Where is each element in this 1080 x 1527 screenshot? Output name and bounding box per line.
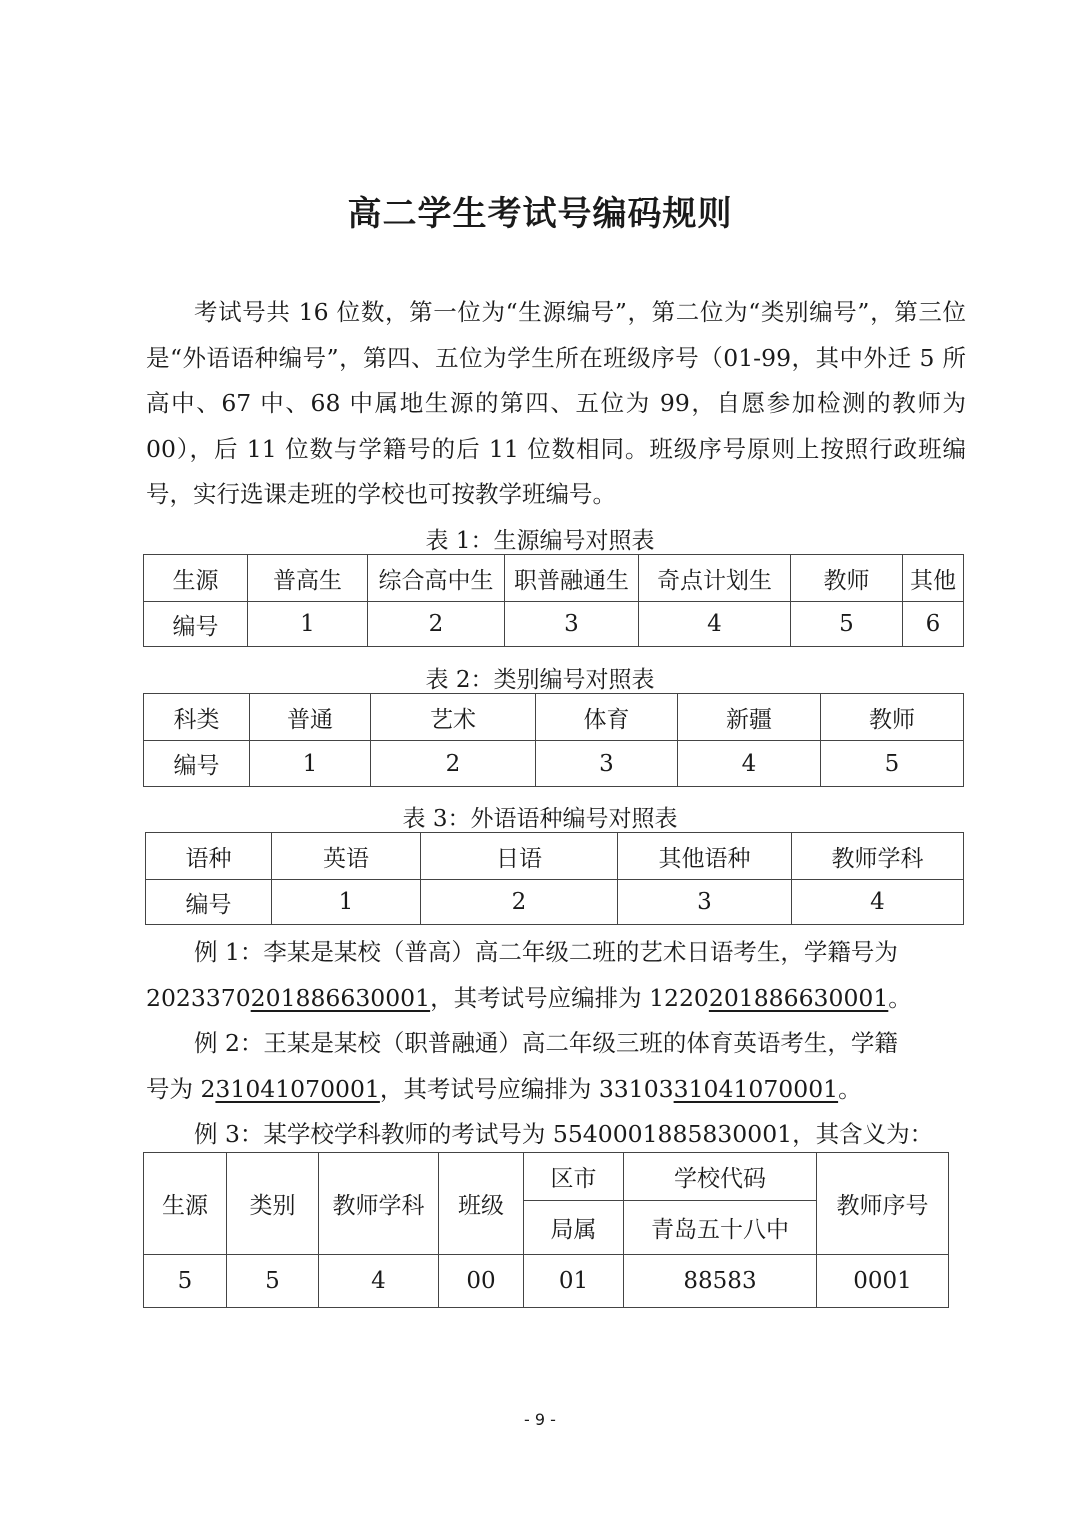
table2-cell: 1: [250, 741, 371, 787]
example-1-connector: ，其考试号应编排为 1220: [430, 983, 709, 1012]
table1-cell: 1: [248, 602, 368, 647]
table3-cell: 2: [421, 880, 618, 925]
example-3-line: 例 3：某学校学科教师的考试号为 5540001885830001，其含义为：: [194, 1120, 934, 1148]
example-2-end: 。: [838, 1074, 862, 1103]
table3-cell: 4: [792, 880, 964, 925]
table2-cell: 2: [371, 741, 536, 787]
example-1-line-2: [146, 976, 966, 1022]
table2-header-cell: 新疆: [678, 694, 821, 741]
table4-teacher-example: [143, 1152, 949, 1308]
table1-header-cell: 综合高中生: [368, 555, 505, 602]
table4-header-district-bottom: 局属: [524, 1201, 624, 1255]
table1-header-cell: 教师: [791, 555, 903, 602]
table2-header-row: [144, 694, 964, 741]
table4-cell: 5: [227, 1255, 319, 1308]
table3-header-cell: 日语: [421, 833, 618, 880]
table3-header-row: [146, 833, 964, 880]
table4-header-class: 班级: [439, 1153, 524, 1255]
table4-cell: 00: [439, 1255, 524, 1308]
table2-header-cell: 艺术: [371, 694, 536, 741]
page-title: 高二学生考试号编码规则: [347, 194, 733, 234]
table4-header-row-top: [144, 1153, 949, 1201]
table1-cell: 6: [903, 602, 964, 647]
table2-cell: 5: [821, 741, 964, 787]
table2-cell: 编号: [144, 741, 250, 787]
example-2-line-2: [146, 1067, 966, 1113]
table1-header-cell: 生源: [144, 555, 248, 602]
table1-cell: 编号: [144, 602, 248, 647]
page-number: - 9 -: [524, 1410, 556, 1429]
table4-header-subject: 教师学科: [319, 1153, 439, 1255]
table3-header-cell: 其他语种: [618, 833, 792, 880]
table4-header-school-bottom: 青岛五十八中: [624, 1201, 817, 1255]
intro-paragraph: [146, 290, 966, 518]
table3-header-cell: 英语: [272, 833, 421, 880]
example-2-connector: ，其考试号应编排为 33103: [379, 1074, 674, 1103]
table2-header-cell: 体育: [536, 694, 678, 741]
table2-cell: 4: [678, 741, 821, 787]
table3-value-row: [146, 880, 964, 925]
table4-header-seq: 教师序号: [817, 1153, 949, 1255]
table3-language-codes: [145, 832, 964, 925]
example-2-exam-id-suffix: 31041070001: [673, 1074, 839, 1103]
table4-header-category: 类别: [227, 1153, 319, 1255]
table3-cell: 1: [272, 880, 421, 925]
table1-header-cell: 职普融通生: [505, 555, 639, 602]
example-1-exam-id-suffix: 201886630001: [708, 983, 889, 1012]
table2-value-row: [144, 741, 964, 787]
table1-cell: 4: [639, 602, 791, 647]
example-2-student-id-prefix: 号为 2: [146, 1074, 216, 1103]
examples-section: [146, 930, 966, 1158]
table1-caption: 表 1：生源编号对照表: [425, 528, 655, 554]
example-1-line-1: 例 1：李某是某校（普高）高二年级二班的艺术日语考生，学籍号为: [194, 938, 898, 966]
table4-header-school-top: 学校代码: [624, 1153, 817, 1201]
intro-text: 考试号共 16 位数，第一位为“生源编号”，第二位为“类别编号”，第三位是“外语语种编号”，第四、五位为学生所在班级序号（01-99，其中外迁 5 所高中、67 中、68 中属地生源的第四、五位为 99，自愿参加检测的教师为 00），后 11 位数与学籍号的后 11 位数相同。班级序号原则上按照行政班编号，实行选课走班的学校也可按教学班编号。: [146, 298, 966, 508]
table1-cell: 2: [368, 602, 505, 647]
table2-cell: 3: [536, 741, 678, 787]
table4-cell: 0001: [817, 1255, 949, 1308]
table2-caption: 表 2：类别编号对照表: [425, 667, 655, 693]
example-1-student-id-suffix: 201886630001: [250, 983, 431, 1012]
table1-header-cell: 普高生: [248, 555, 368, 602]
example-2-student-id-suffix: 31041070001: [215, 1074, 380, 1103]
table4-value-row: [144, 1255, 949, 1308]
table2-category-codes: [143, 693, 964, 787]
table4-cell: 4: [319, 1255, 439, 1308]
table1-header-cell: 其他: [903, 555, 964, 602]
table4-header-district-top: 区市: [524, 1153, 624, 1201]
table3-caption: 表 3：外语语种编号对照表: [402, 806, 678, 832]
table1-cell: 5: [791, 602, 903, 647]
table1-source-codes: [143, 554, 964, 647]
table4-cell: 01: [524, 1255, 624, 1308]
table3-cell: 3: [618, 880, 792, 925]
table3-header-cell: 语种: [146, 833, 272, 880]
table2-header-cell: 科类: [144, 694, 250, 741]
table2-header-cell: 教师: [821, 694, 964, 741]
table4-cell: 5: [144, 1255, 227, 1308]
table4-cell: 88583: [624, 1255, 817, 1308]
table1-header-row: [144, 555, 964, 602]
table1-header-cell: 奇点计划生: [639, 555, 791, 602]
table2-header-cell: 普通: [250, 694, 371, 741]
example-1-student-id-prefix: 2023370: [146, 983, 251, 1012]
example-1-end: 。: [888, 983, 912, 1012]
table1-cell: 3: [505, 602, 639, 647]
table3-header-cell: 教师学科: [792, 833, 964, 880]
table1-value-row: [144, 602, 964, 647]
example-2-line-1: 例 2：王某是某校（职普融通）高二年级三班的体育英语考生，学籍: [194, 1029, 898, 1057]
table4-header-source: 生源: [144, 1153, 227, 1255]
table3-cell: 编号: [146, 880, 272, 925]
